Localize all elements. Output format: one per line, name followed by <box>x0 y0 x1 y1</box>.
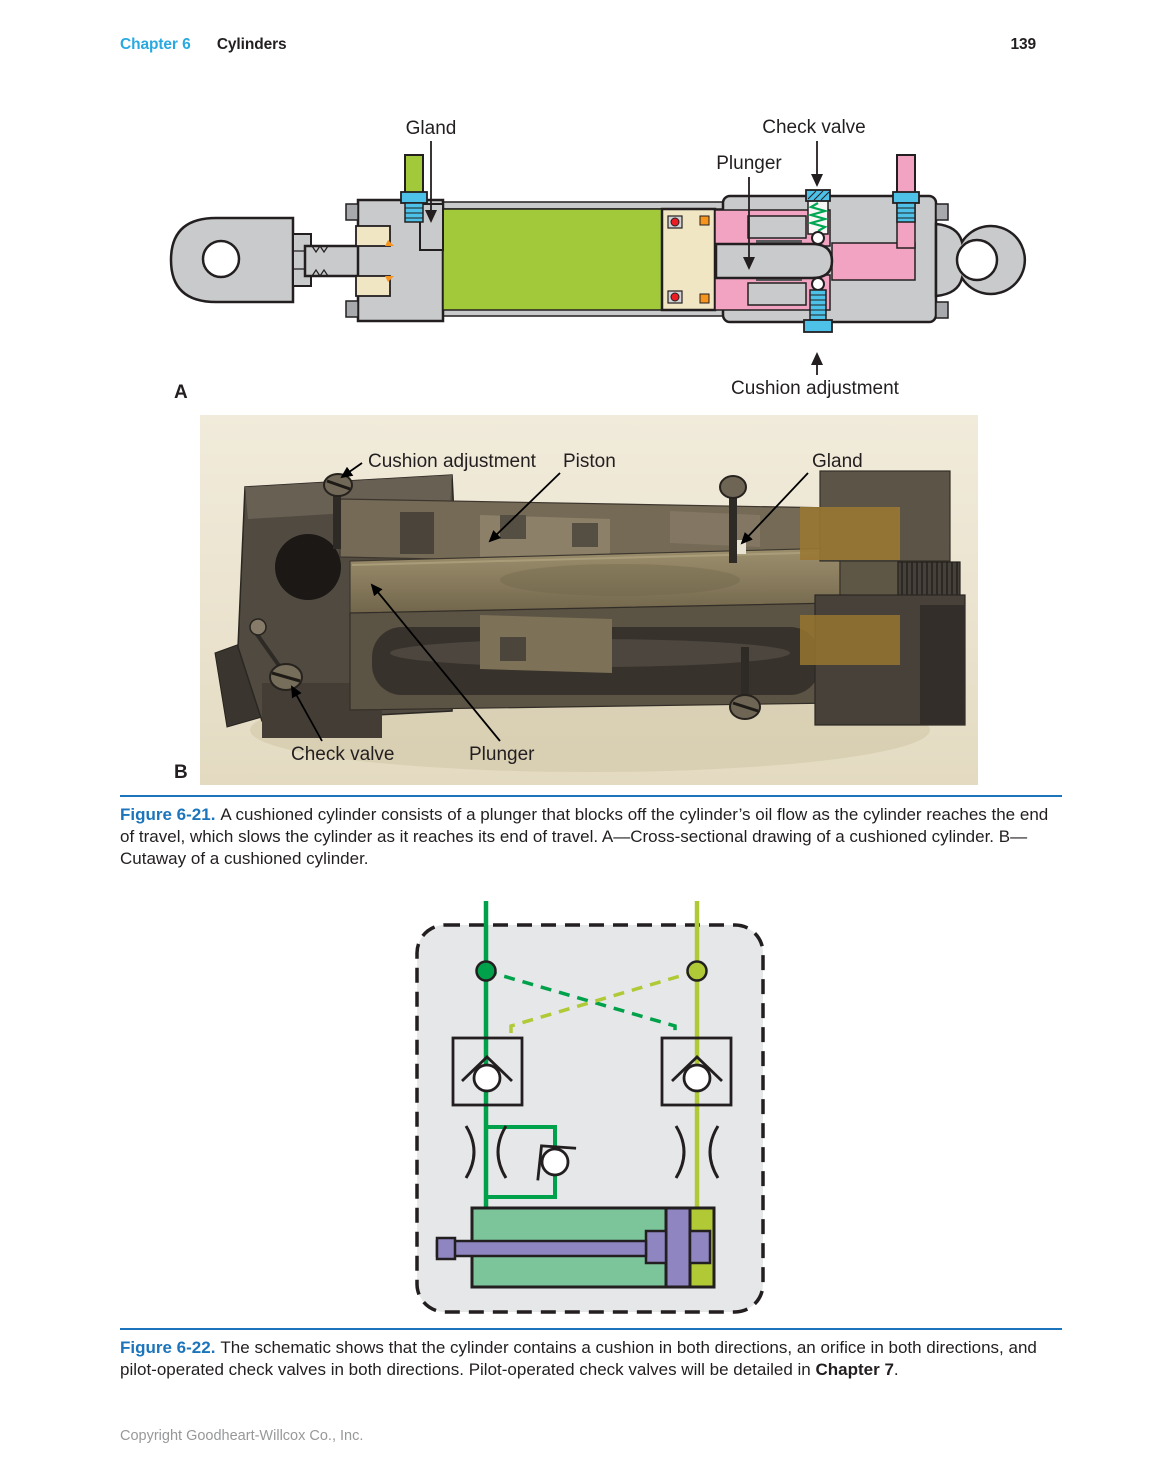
figure-6-22-caption-lead: Figure 6-22. <box>120 1338 216 1357</box>
figure-6-22-caption-block <box>120 1328 1062 1381</box>
schematic-cushion-left <box>646 1231 666 1263</box>
figure-a-cross-section-drawing <box>0 95 1156 415</box>
photo-callout-cushion-adjustment: Cushion adjustment <box>368 451 536 472</box>
chapter-title: Cylinders <box>216 36 287 53</box>
figure-6-21-caption-block <box>120 795 1062 870</box>
callout-check-valve: Check valve <box>762 117 866 138</box>
rod-end-port <box>405 155 423 195</box>
rod-seal-bottom <box>356 276 390 296</box>
caption-rule-1 <box>120 795 1062 797</box>
page-number: 139 <box>1010 36 1036 53</box>
figure-6-21-caption-lead: Figure 6-21. <box>120 805 216 824</box>
schematic-rod-end <box>437 1238 455 1259</box>
copyright-footer: Copyright Goodheart-Willcox Co., Inc. <box>120 1428 364 1444</box>
cap-bolt-top <box>936 204 948 220</box>
head-bolt-bottom <box>346 301 358 317</box>
callout-cushion-adjustment: Cushion adjustment <box>731 378 899 399</box>
chapter-label: Chapter 6 <box>120 36 191 53</box>
figure-b-letter: B <box>174 762 188 783</box>
junction-dot-yellow <box>688 962 707 981</box>
photo-cushion-screw-stem <box>333 491 341 549</box>
page-header <box>120 36 1036 58</box>
photo-gland-brass-lower <box>800 615 900 665</box>
figure-6-22-caption-bold-ref: Chapter 7 <box>815 1360 894 1379</box>
figure-6-22-caption-suffix: . <box>893 1360 899 1379</box>
plunger <box>716 244 832 278</box>
figure-6-21-caption <box>120 804 1052 870</box>
photo-callout-gland: Gland <box>812 451 863 472</box>
check-valve-ball <box>812 232 824 244</box>
cushion-adjustment-cap <box>804 320 832 332</box>
junction-dot-green <box>477 962 496 981</box>
figure-6-21-caption-text: A cushioned cylinder consists of a plunger that blocks off the cylinder’s oil flow as the cylinder reaches the end of travel, which slows the cylinder as it reaches its end of travel. A—Cross-sectional drawing of a cushioned cylinder. B—Cutaway of a cushioned cylinder. <box>120 805 1049 868</box>
right-clevis-pin-hole <box>957 240 997 280</box>
photo-callout-piston: Piston <box>563 451 616 472</box>
rod-end-port-fitting <box>401 192 427 203</box>
figure-b-cutaway-photo <box>200 415 978 785</box>
callout-gland: Gland <box>405 118 457 139</box>
rod-side-oil-chamber <box>443 209 662 310</box>
photo-piston-cut-bottom <box>480 615 612 673</box>
figure-6-22-caption <box>120 1337 1052 1381</box>
photo-callout-plunger: Plunger <box>469 744 535 765</box>
figure-6-22-caption-text: The schematic shows that the cylinder contains a cushion in both directions, an orifice in both directions, and pilot-operated check valves in both directions. Pilot-operated check valves will be detailed in <box>120 1338 1037 1379</box>
cushion-ball <box>812 278 824 290</box>
schematic-rod <box>437 1241 646 1256</box>
caption-rule-2 <box>120 1328 1062 1330</box>
figure-a-letter: A <box>174 382 188 403</box>
photo-gland-brass-upper <box>800 507 900 560</box>
head-bolt-top <box>346 204 358 220</box>
figure-6-22-schematic <box>395 896 780 1318</box>
photo-top-right-screw <box>720 476 746 498</box>
photo-callout-check-valve: Check valve <box>291 744 395 765</box>
photo-check-ball <box>250 619 266 635</box>
cap-end-port-fitting <box>893 192 919 203</box>
photo-cushion-bore <box>275 534 341 600</box>
callout-plunger: Plunger <box>716 153 782 174</box>
cap-end-port <box>897 155 915 195</box>
schematic-cushion-right <box>690 1231 710 1263</box>
rod-seal-top <box>356 226 390 246</box>
schematic-piston <box>666 1208 690 1287</box>
left-clevis-pin-hole <box>203 241 239 277</box>
cap-bolt-bottom <box>936 302 948 318</box>
